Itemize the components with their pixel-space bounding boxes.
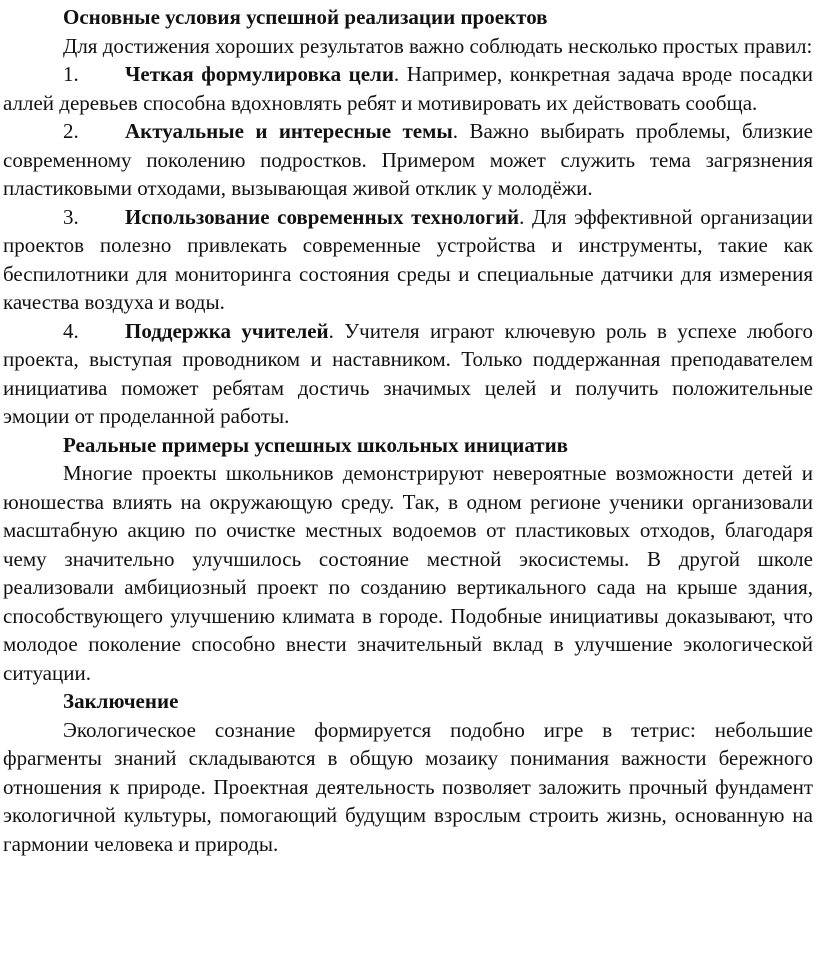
list-item-text: . Например, конкретная задача вроде посадки аллей деревьев способна вдохновлять ребят и мотивировать их действовать сообща. (3, 62, 813, 115)
list-item (3, 203, 813, 317)
list-item (3, 317, 813, 431)
conclusion-paragraph: Экологическое сознание формируется подобно игре в тетрис: небольшие фрагменты знаний складываются в общую мозаику понимания важности бережного отношения к природе. Проектная деятельность позволяет заложить прочный фундамент экологичной культуры, помогающий будущим взрослым строить жизнь, основанную на гармонии человека и природы. (3, 717, 813, 856)
list-item-text: . Важно выбирать проблемы, близкие современному поколению подростков. Примером может служить тема загрязнения пластиковыми отходами, вызывающая живой отклик у молодёжи. (3, 119, 813, 200)
examples-paragraph: Многие проекты школьников демонстрируют невероятные возможности детей и юношества влиять на окружающую среду. Так, в одном регионе ученики организовали масштабную акцию по очистке местных водоемов от пластиковых отходов, благодаря чему значительно улучшилось состояние местной экосистемы. В другой школе реализовали амбициозный проект по созданию вертикального сада на крыше здания, способствующего улучшению климата в городе. Подобные инициативы доказывают, что молодое поколение способно внести значительный вклад в улучшение экологической ситуации. (3, 461, 813, 685)
section-heading-conditions: Основные условия успешной реализации проектов (63, 5, 548, 29)
list-item-number: 3. (63, 204, 79, 229)
list-item (3, 117, 813, 203)
list-item-term: Актуальные и интересные темы (125, 119, 453, 143)
list-item (3, 60, 813, 117)
list-item-number: 2. (63, 119, 79, 143)
section-heading-conclusion: Заключение (63, 689, 179, 713)
list-item-number: 1. (63, 62, 79, 86)
list-item-term: Использование современных технологий (125, 204, 520, 229)
list-item-term: Четкая формулировка цели (125, 62, 394, 86)
list-item-number: 4. (63, 318, 79, 343)
list-item-term: Поддержка учителей (125, 318, 329, 343)
intro-paragraph: Для достижения хороших результатов важно соблюдать несколько простых правил: (63, 33, 813, 58)
section-heading-examples: Реальные примеры успешных школьных инициатив (63, 432, 569, 457)
list-item-text: . Учителя играют ключевую роль в успехе любого проекта, выступая проводником и наставником. Только поддержанная преподавателем инициатива поможет ребятам достичь значимых целей и получить положительные эмоции от проделанной работы. (3, 318, 814, 428)
list-item-text: . Для эффективной организации проектов полезно привлекать современные устройства и инструменты, такие как беспилотники для мониторинга состояния среды и специальные датчики для измерения качества воздуха и воды. (3, 204, 813, 314)
